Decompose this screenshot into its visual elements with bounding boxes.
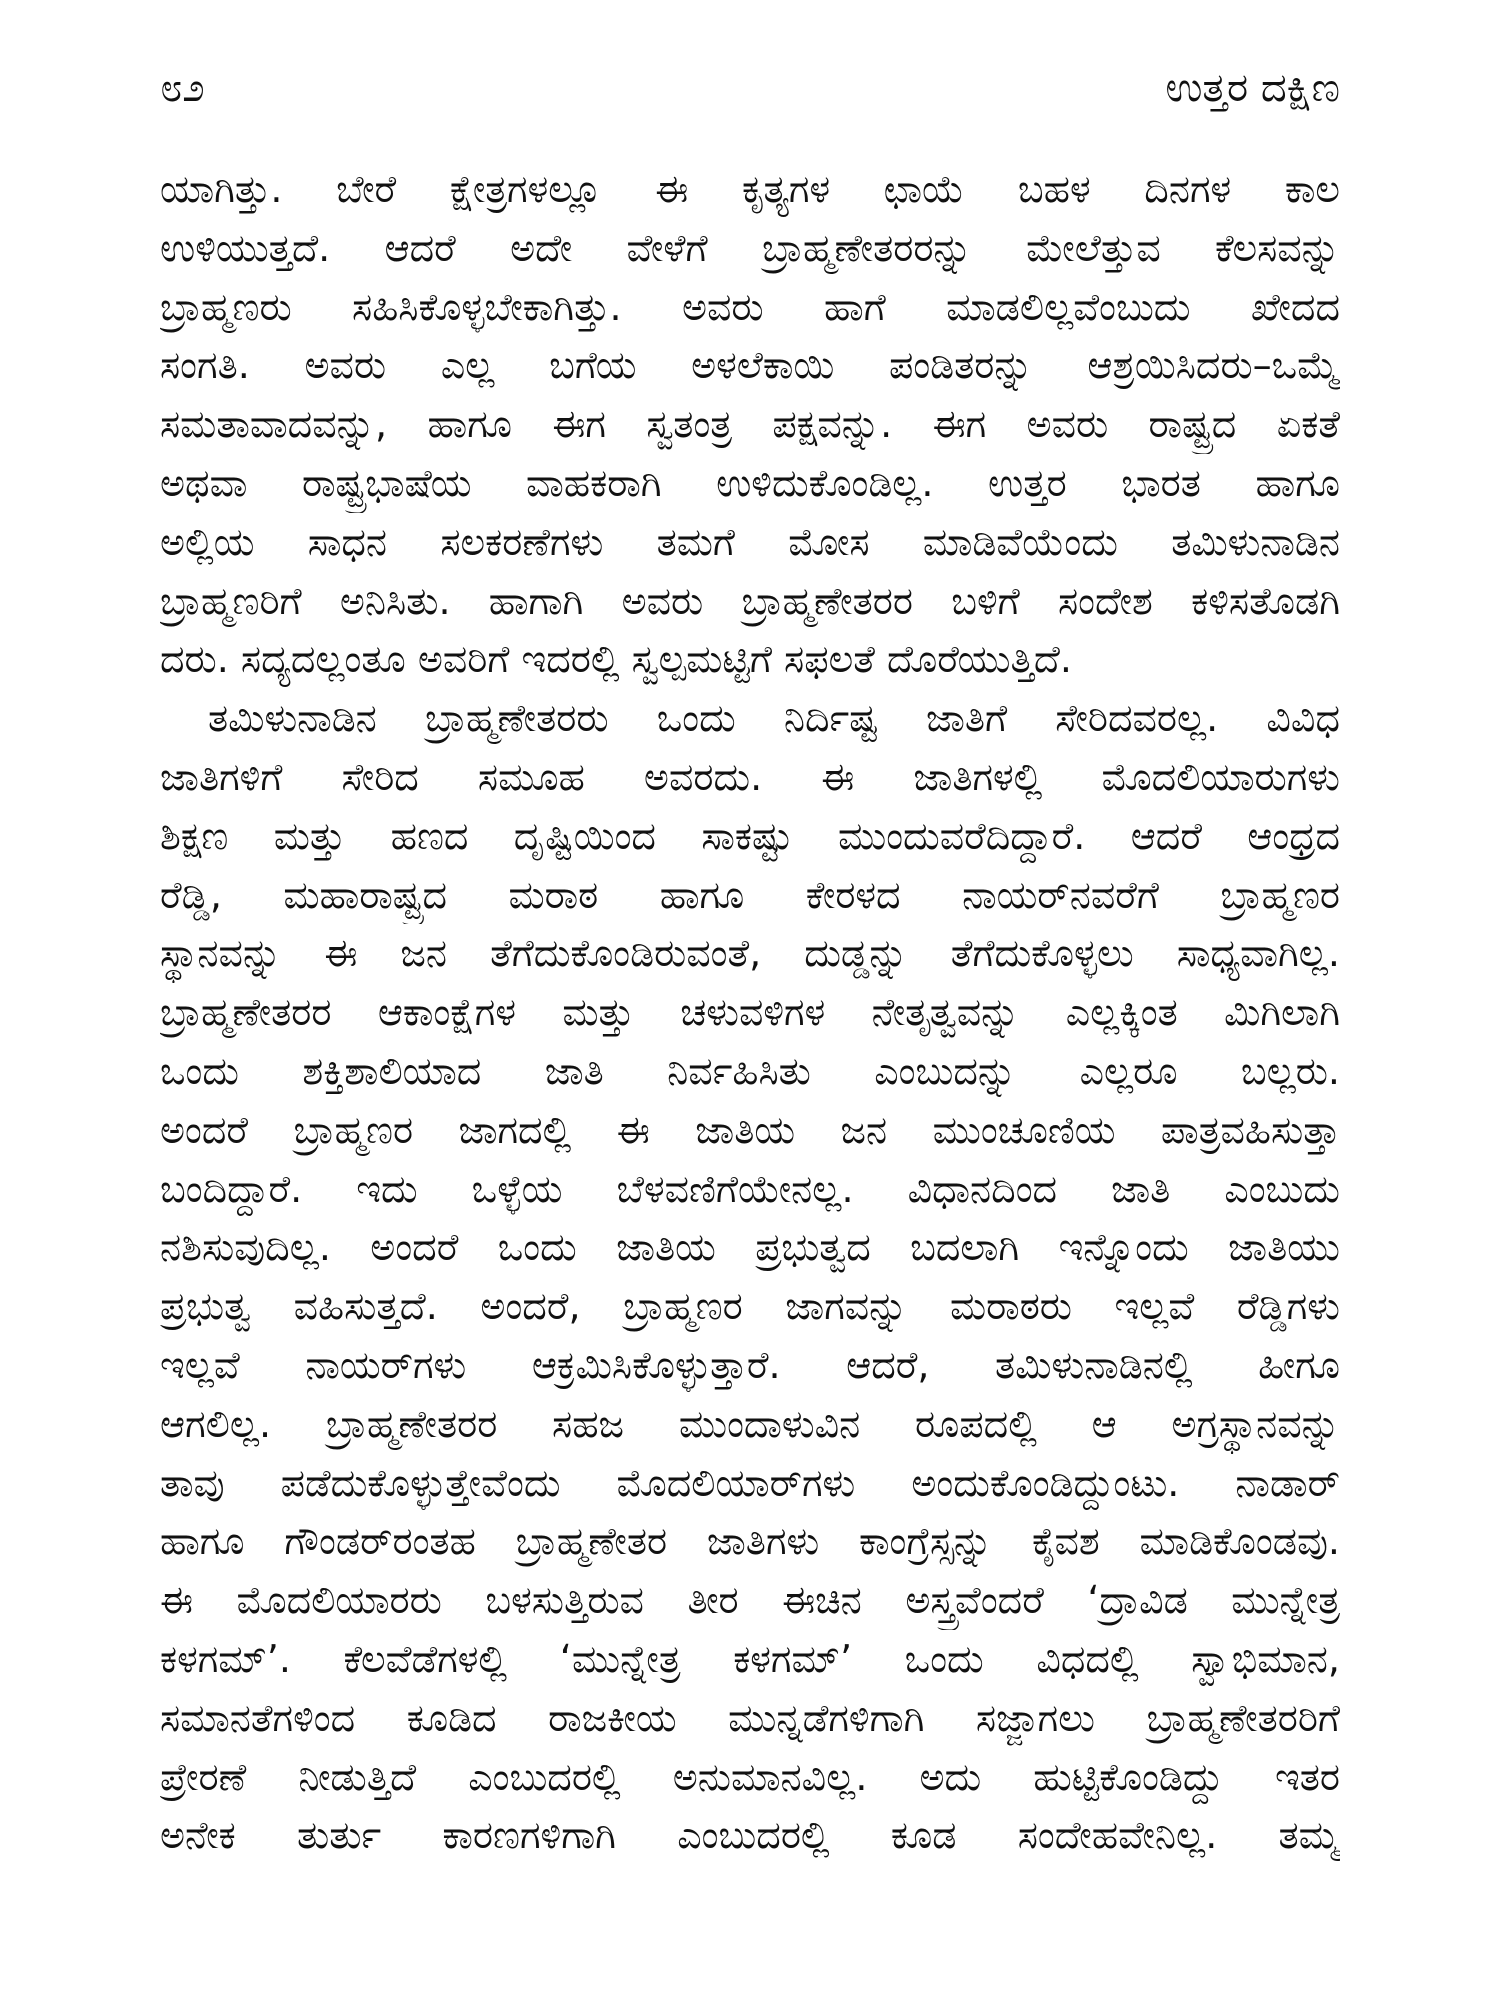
text-line: ರೆಡ್ಡಿ, ಮಹಾರಾಷ್ಟ್ರದ ಮರಾಠ ಹಾಗೂ ಕೇರಳದ ನಾಯರ್‌ನವರೆಗೆ ಬ್ರಾಹ್ಮಣರ xyxy=(160,872,1340,917)
text-line: ಬಂದಿದ್ದಾರೆ. ಇದು ಒಳ್ಳೆಯ ಬೆಳವಣಿಗೆಯೇನಲ್ಲ. ವಿಧಾನದಿಂದ ಜಾತಿ ಎಂಬುದು xyxy=(160,1166,1340,1211)
text-line: ಬ್ರಾಹ್ಮಣರು ಸಹಿಸಿಕೊಳ್ಳಬೇಕಾಗಿತ್ತು. ಅವರು ಹಾಗೆ ಮಾಡಲಿಲ್ಲವೆಂಬುದು ಖೇದದ xyxy=(160,284,1340,329)
text-line: ಹಾಗೂ ಗೌಂಡರ್‌ರಂತಹ ಬ್ರಾಹ್ಮಣೇತರ ಜಾತಿಗಳು ಕಾಂಗ್ರೆಸ್ಸನ್ನು ಕೈವಶ ಮಾಡಿಕೊಂಡವು. xyxy=(160,1519,1340,1564)
body-text xyxy=(160,160,1340,1865)
text-line: ಕಳಗಮ್’. ಕೆಲವೆಡೆಗಳಲ್ಲಿ ‘ಮುನ್ನೇತ್ರ ಕಳಗಮ್’ ಒಂದು ವಿಧದಲ್ಲಿ ಸ್ವಾಭಿಮಾನ, xyxy=(160,1636,1340,1681)
running-title: ಉತ್ತರ ದಕ್ಷಿಣ xyxy=(1165,65,1340,111)
text-line: ಯಾಗಿತ್ತು. ಬೇರೆ ಕ್ಷೇತ್ರಗಳಲ್ಲೂ ಈ ಕೃತ್ಯಗಳ ಛಾಯೆ ಬಹಳ ದಿನಗಳ ಕಾಲ xyxy=(160,167,1340,211)
text-line: ಇಲ್ಲವೆ ನಾಯರ್‌ಗಳು ಆಕ್ರಮಿಸಿಕೊಳ್ಳುತ್ತಾರೆ. ಆದರೆ, ತಮಿಳುನಾಡಿನಲ್ಲಿ ಹೀಗೂ xyxy=(160,1342,1340,1387)
page-number: ೮೨ xyxy=(160,65,205,111)
text-line: ಆಗಲಿಲ್ಲ. ಬ್ರಾಹ್ಮಣೇತರರ ಸಹಜ ಮುಂದಾಳುವಿನ ರೂಪದಲ್ಲಿ ಆ ಅಗ್ರಸ್ಥಾನವನ್ನು xyxy=(160,1401,1340,1446)
text-line: ದರು. ಸದ್ಯದಲ್ಲಂತೂ ಅವರಿಗೆ ಇದರಲ್ಲಿ ಸ್ವಲ್ಪಮಟ್ಟಿಗೆ ಸಫಲತೆ ದೊರೆಯುತ್ತಿದೆ. xyxy=(160,637,1072,682)
text-line: ಅನೇಕ ತುರ್ತು ಕಾರಣಗಳಿಗಾಗಿ ಎಂಬುದರಲ್ಲಿ ಕೂಡ ಸಂದೇಹವೇನಿಲ್ಲ. ತಮ್ಮ xyxy=(160,1813,1340,1858)
text-line: ತಾವು ಪಡೆದುಕೊಳ್ಳುತ್ತೇವೆಂದು ಮೊದಲಿಯಾರ್‌ಗಳು ಅಂದುಕೊಂಡಿದ್ದುಂಟು. ನಾಡಾರ್ xyxy=(160,1460,1340,1505)
paragraph-2 xyxy=(160,689,1340,1865)
paragraph-1 xyxy=(160,160,1340,689)
text-line: ಸಮತಾವಾದವನ್ನು, ಹಾಗೂ ಈಗ ಸ್ವತಂತ್ರ ಪಕ್ಷವನ್ನು. ಈಗ ಅವರು ರಾಷ್ಟ್ರದ ಏಕತೆ xyxy=(160,402,1340,447)
text-line: ಅಲ್ಲಿಯ ಸಾಧನ ಸಲಕರಣೆಗಳು ತಮಗೆ ಮೋಸ ಮಾಡಿವೆಯೆಂದು ತಮಿಳುನಾಡಿನ xyxy=(160,519,1340,564)
text-line: ಅಂದರೆ ಬ್ರಾಹ್ಮಣರ ಜಾಗದಲ್ಲಿ ಈ ಜಾತಿಯ ಜನ ಮುಂಚೂಣಿಯ ಪಾತ್ರವಹಿಸುತ್ತಾ xyxy=(160,1107,1340,1152)
text-line: ಈ ಮೊದಲಿಯಾರರು ಬಳಸುತ್ತಿರುವ ತೀರ ಈಚಿನ ಅಸ್ತ್ರವೆಂದರೆ ‘ದ್ರಾವಿಡ ಮುನ್ನೇತ್ರ xyxy=(160,1578,1340,1623)
text-line: ಪ್ರೇರಣೆ ನೀಡುತ್ತಿದೆ ಎಂಬುದರಲ್ಲಿ ಅನುಮಾನವಿಲ್ಲ. ಅದು ಹುಟ್ಟಿಕೊಂಡಿದ್ದು ಇತರ xyxy=(160,1754,1340,1799)
text-line: ನಶಿಸುವುದಿಲ್ಲ. ಅಂದರೆ ಒಂದು ಜಾತಿಯ ಪ್ರಭುತ್ವದ ಬದಲಾಗಿ ಇನ್ನೊಂದು ಜಾತಿಯು xyxy=(160,1225,1340,1270)
page-header xyxy=(160,58,1340,118)
text-line: ಉಳಿಯುತ್ತದೆ. ಆದರೆ ಅದೇ ವೇಳೆಗೆ ಬ್ರಾಹ್ಮಣೇತರರನ್ನು ಮೇಲೆತ್ತುವ ಕೆಲಸವನ್ನು xyxy=(160,225,1340,270)
text-line: ಪ್ರಭುತ್ವ ವಹಿಸುತ್ತದೆ. ಅಂದರೆ, ಬ್ರಾಹ್ಮಣರ ಜಾಗವನ್ನು ಮರಾಠರು ಇಲ್ಲವೆ ರೆಡ್ಡಿಗಳು xyxy=(160,1284,1340,1329)
text-line: ಜಾತಿಗಳಿಗೆ ಸೇರಿದ ಸಮೂಹ ಅವರದು. ಈ ಜಾತಿಗಳಲ್ಲಿ ಮೊದಲಿಯಾರುಗಳು xyxy=(160,754,1340,799)
text-line: ಬ್ರಾಹ್ಮಣರಿಗೆ ಅನಿಸಿತು. ಹಾಗಾಗಿ ಅವರು ಬ್ರಾಹ್ಮಣೇತರರ ಬಳಿಗೆ ಸಂದೇಶ ಕಳಿಸತೊಡಗಿ xyxy=(160,578,1340,623)
text-line: ಶಿಕ್ಷಣ ಮತ್ತು ಹಣದ ದೃಷ್ಟಿಯಿಂದ ಸಾಕಷ್ಟು ಮುಂದುವರೆದಿದ್ದಾರೆ. ಆದರೆ ಆಂಧ್ರದ xyxy=(160,813,1340,858)
text-line: ಸ್ಥಾನವನ್ನು ಈ ಜನ ತೆಗೆದುಕೊಂಡಿರುವಂತೆ, ದುಡ್ಡನ್ನು ತೆಗೆದುಕೊಳ್ಳಲು ಸಾಧ್ಯವಾಗಿಲ್ಲ. xyxy=(160,931,1340,976)
text-line: ಸಮಾನತೆಗಳಿಂದ ಕೂಡಿದ ರಾಜಕೀಯ ಮುನ್ನಡೆಗಳಿಗಾಗಿ ಸಜ್ಜಾಗಲು ಬ್ರಾಹ್ಮಣೇತರರಿಗೆ xyxy=(160,1695,1340,1740)
text-line: ಒಂದು ಶಕ್ತಿಶಾಲಿಯಾದ ಜಾತಿ ನಿರ್ವಹಿಸಿತು ಎಂಬುದನ್ನು ಎಲ್ಲರೂ ಬಲ್ಲರು. xyxy=(160,1048,1340,1093)
text-line: ತಮಿಳುನಾಡಿನ ಬ್ರಾಹ್ಮಣೇತರರು ಒಂದು ನಿರ್ದಿಷ್ಟ ಜಾತಿಗೆ ಸೇರಿದವರಲ್ಲ. ವಿವಿಧ xyxy=(208,696,1340,741)
text-line: ಸಂಗತಿ. ಅವರು ಎಲ್ಲ ಬಗೆಯ ಅಳಲೆಕಾಯಿ ಪಂಡಿತರನ್ನು ಆಶ್ರಯಿಸಿದರು–ಒಮ್ಮೆ xyxy=(160,343,1340,388)
text-line: ಅಥವಾ ರಾಷ್ಟ್ರಭಾಷೆಯ ವಾಹಕರಾಗಿ ಉಳಿದುಕೊಂಡಿಲ್ಲ. ಉತ್ತರ ಭಾರತ ಹಾಗೂ xyxy=(160,460,1340,505)
text-line: ಬ್ರಾಹ್ಮಣೇತರರ ಆಕಾಂಕ್ಷೆಗಳ ಮತ್ತು ಚಳುವಳಿಗಳ ನೇತೃತ್ವವನ್ನು ಎಲ್ಲಕ್ಕಿಂತ ಮಿಗಿಲಾಗಿ xyxy=(160,990,1340,1035)
